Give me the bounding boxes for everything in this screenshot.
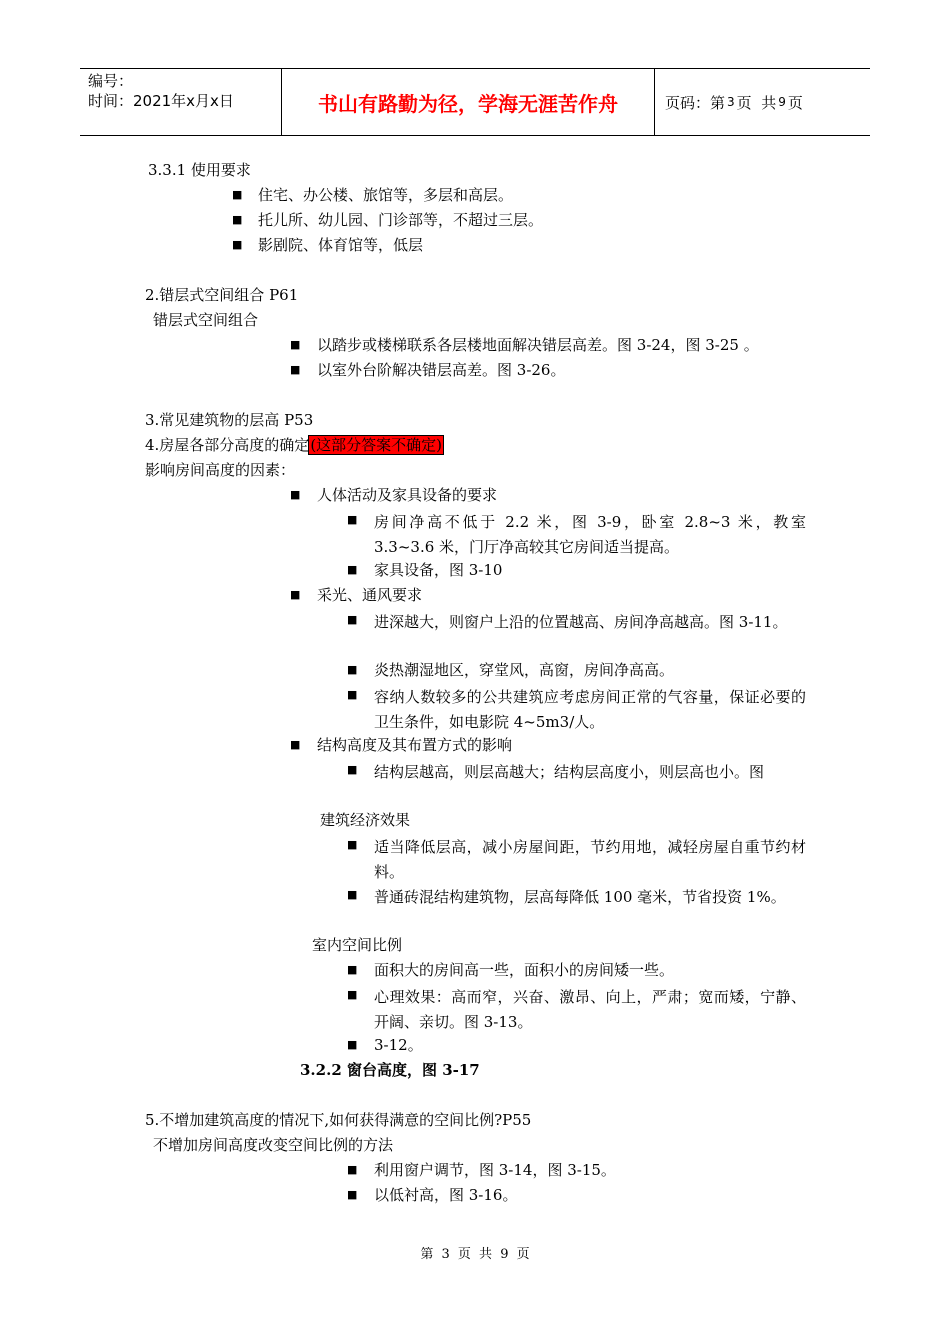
header-page-total: 9: [778, 95, 786, 109]
list-item: 3-12。: [374, 1036, 423, 1054]
list-item: 适当降低层高，减小房屋间距，节约用地，减轻房屋自重节约材料。: [374, 838, 806, 881]
list-item: 面积大的房间高一些，面积小的房间矮一些。: [374, 961, 675, 979]
square-bullet-icon: ■: [290, 488, 301, 501]
section-heading-331: 3.3.1 使用要求: [148, 161, 251, 179]
square-bullet-icon: ■: [347, 1188, 358, 1201]
factor-item: 人体活动及家具设备的要求: [317, 486, 498, 504]
square-bullet-icon: ■: [347, 963, 358, 976]
list-item: 影剧院、体育馆等，低层: [258, 236, 424, 254]
list-item: 以低衬高，图 3-16。: [374, 1186, 518, 1204]
list-item: 房间净高不低于 2.2 米，图 3-9，卧室 2.8~3 米，教室 3.3~3.6 米，门厅净高较其它房间适当提高。: [374, 513, 806, 556]
square-bullet-icon: ■: [232, 188, 243, 201]
section-heading-322: 3.2.2 窗台高度，图 3-17: [300, 1061, 480, 1079]
question-4-heading: [145, 435, 443, 455]
question-4-subheading: 影响房间高度的因素：: [145, 461, 296, 479]
header-page-mid: 页 共: [736, 93, 777, 112]
square-bullet-icon: ■: [347, 613, 358, 626]
square-bullet-icon: ■: [347, 888, 358, 901]
list-item: 心理效果：高而窄，兴奋、激昂、向上，严肃；宽而矮，宁静、开阔、亲切。图 3-13。: [374, 988, 806, 1031]
header-page-suffix: 页: [787, 93, 803, 112]
square-bullet-icon: ■: [347, 838, 358, 851]
header-left-cell: [80, 69, 282, 135]
list-item: 以踏步或楼梯联系各层楼地面解决错层高差。图 3-24，图 3-25 。: [317, 336, 759, 354]
list-item: 托儿所、幼儿园、门诊部等，不超过三层。: [258, 211, 544, 229]
square-bullet-icon: ■: [290, 738, 301, 751]
list-item: 利用窗户调节，图 3-14，图 3-15。: [374, 1161, 616, 1179]
square-bullet-icon: ■: [347, 763, 358, 776]
header-page-current: 3: [727, 95, 735, 109]
factor-item: 采光、通风要求: [317, 586, 423, 604]
question-2-heading: 2.错层式空间组合 P61: [145, 286, 299, 304]
header-motto: 书山有路勤为径，学海无涯苦作舟: [282, 69, 655, 135]
header-time-label: 时间：2021年x月x日: [88, 92, 234, 110]
square-bullet-icon: ■: [347, 663, 358, 676]
list-item: 结构层越高，则层高越大；结构层高度小，则层高也小。图: [374, 763, 765, 781]
header-number-label: 编号：: [88, 72, 134, 90]
square-bullet-icon: ■: [290, 338, 301, 351]
square-bullet-icon: ■: [347, 688, 358, 701]
factor-item: 建筑经济效果: [320, 811, 411, 829]
header-page-prefix: 页码：第: [665, 93, 726, 112]
square-bullet-icon: ■: [347, 1038, 358, 1051]
page-footer: 第 3 页 共 9 页: [420, 1247, 530, 1262]
list-item: 炎热潮湿地区，穿堂风，高窗，房间净高高。: [374, 661, 675, 679]
question-2-subheading: 错层式空间组合: [153, 311, 259, 329]
square-bullet-icon: ■: [347, 1163, 358, 1176]
square-bullet-icon: ■: [347, 988, 358, 1001]
list-item: 住宅、办公楼、旅馆等，多层和高层。: [258, 186, 514, 204]
header-page-info: [655, 69, 870, 135]
page-header: [80, 68, 870, 136]
square-bullet-icon: ■: [232, 238, 243, 251]
list-item: 家具设备，图 3-10: [374, 561, 503, 579]
list-item: 进深越大，则窗户上沿的位置越高、房间净高越高。图 3-11。: [374, 613, 788, 631]
question-5-subheading: 不增加房间高度改变空间比例的方法: [153, 1136, 394, 1154]
question-3-heading: 3.常见建筑物的层高 P53: [145, 411, 314, 429]
square-bullet-icon: ■: [290, 363, 301, 376]
uncertain-note-highlight: (这部分答案不确定): [310, 436, 443, 454]
question-4-title: 4.房屋各部分高度的确定: [145, 436, 310, 454]
factor-item: 室内空间比例: [312, 936, 403, 954]
list-item: 以室外台阶解决错层高差。图 3-26。: [317, 361, 566, 379]
question-5-heading: 5.不增加建筑高度的情况下,如何获得满意的空间比例?P55: [145, 1111, 532, 1129]
list-item: 普通砖混结构建筑物，层高每降低 100 毫米，节省投资 1%。: [374, 888, 786, 906]
square-bullet-icon: ■: [347, 563, 358, 576]
square-bullet-icon: ■: [347, 513, 358, 526]
square-bullet-icon: ■: [290, 588, 301, 601]
list-item: 容纳人数较多的公共建筑应考虑房间正常的气容量，保证必要的卫生条件，如电影院 4~5m3/人。: [374, 688, 806, 731]
square-bullet-icon: ■: [232, 213, 243, 226]
factor-item: 结构高度及其布置方式的影响: [317, 736, 513, 754]
